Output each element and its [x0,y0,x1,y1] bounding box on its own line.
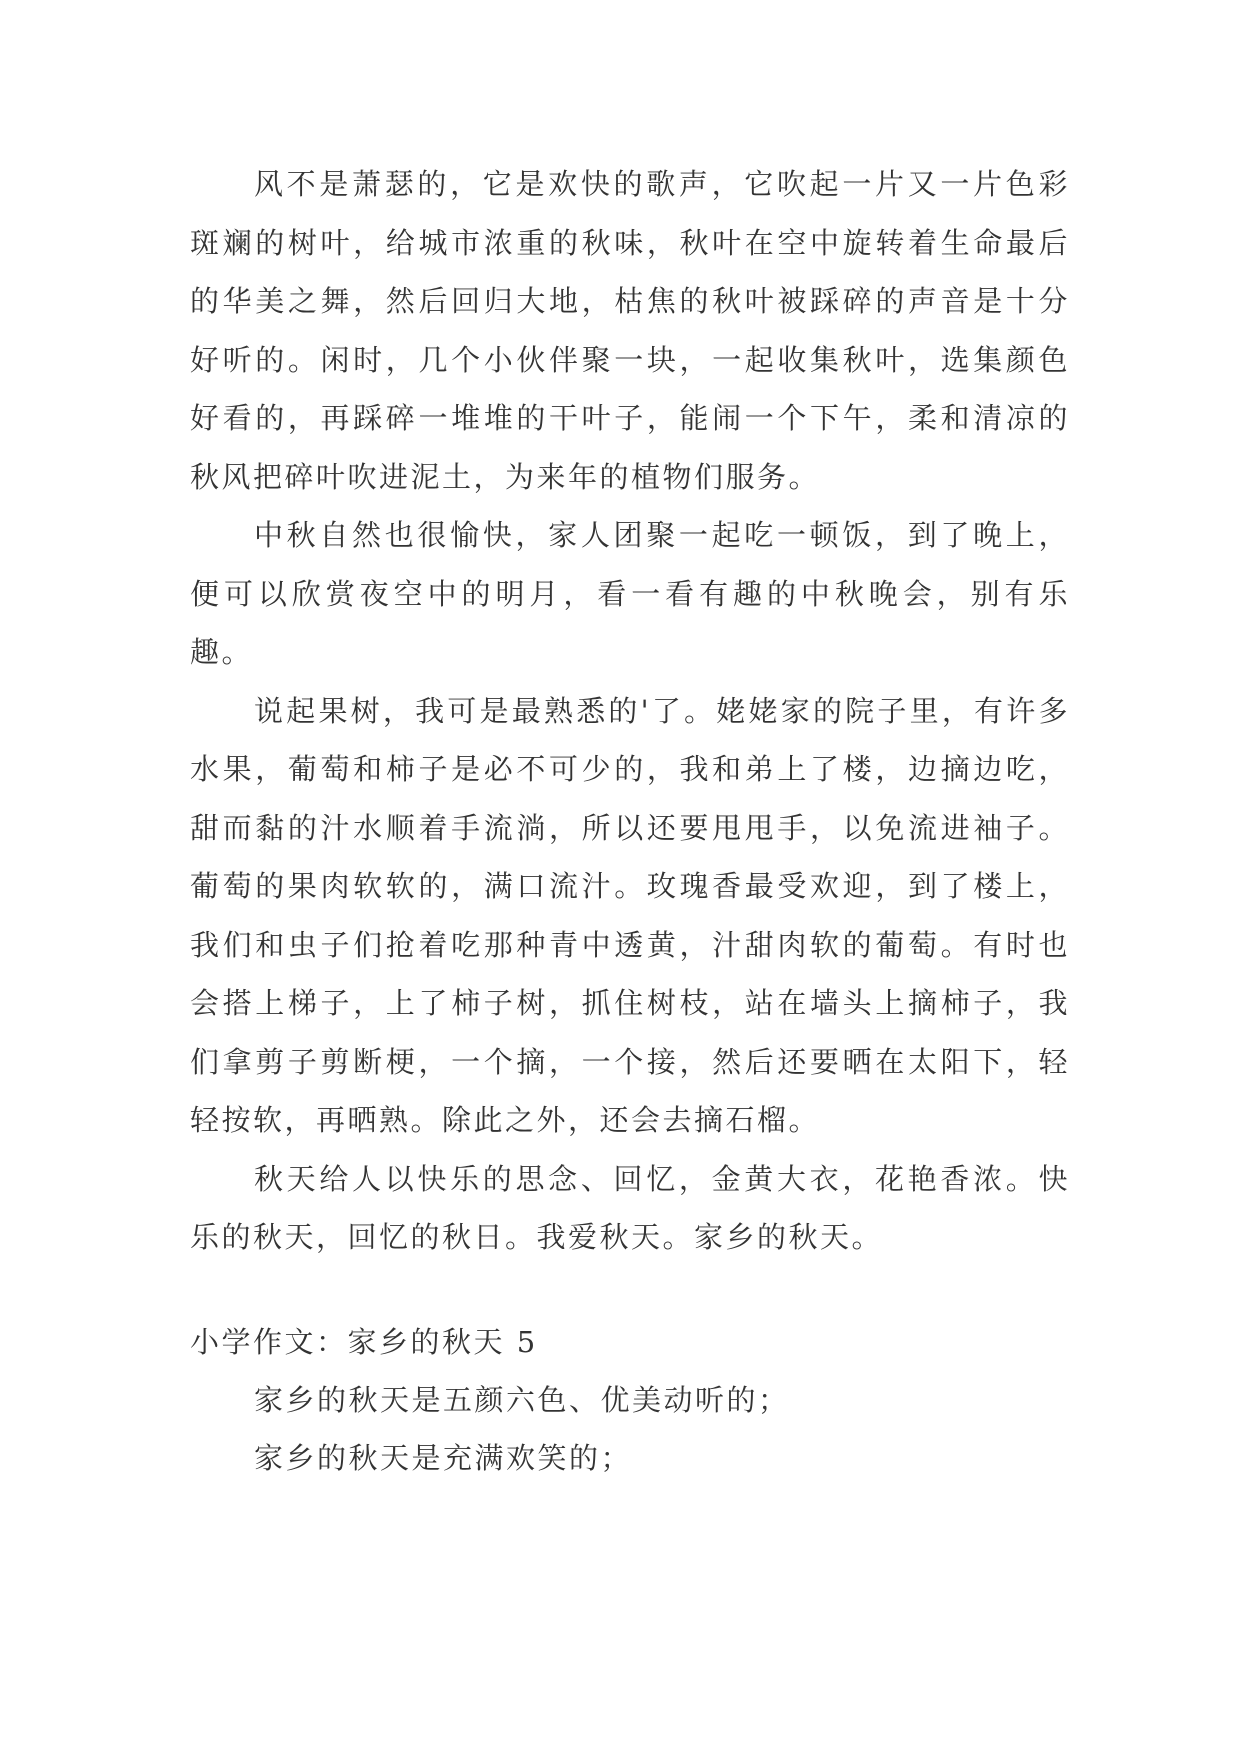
paragraph-conclusion: 秋天给人以快乐的思念、回忆，金黄大衣，花艳香浓。快乐的秋天，回忆的秋日。我爱秋天。家乡的秋天。 [190,1161,1070,1254]
paragraph-autumn-wind: 风不是萧瑟的，它是欢快的歌声，它吹起一片又一片色彩斑斓的树叶，给城市浓重的秋味，秋叶在空中旋转着生命最后的华美之舞，然后回归大地，枯焦的秋叶被踩碎的声音是十分好听的。闲时，几个小伙伴聚一块，一起收集秋叶，选集颜色好看的，再踩碎一堆堆的干叶子，能闹一个下午，柔和清凉的秋风把碎叶吹进泥土，为来年的植物们服务。 [190,167,1070,494]
document-body [190,155,1070,1487]
section-line: 家乡的秋天是五颜六色、优美动听的； [254,1383,790,1417]
paragraph-mid-autumn: 中秋自然也很愉快，家人团聚一起吃一顿饭，到了晚上，便可以欣赏夜空中的明月，看一看有趣的中秋晚会，别有乐趣。 [190,518,1070,669]
section-heading: 小学作文：家乡的秋天 5 [190,1324,538,1359]
section-line: 家乡的秋天是充满欢笑的； [254,1441,633,1475]
paragraph-fruit-trees: 说起果树，我可是最熟悉的'了。姥姥家的院子里，有许多水果，葡萄和柿子是必不可少的，我和弟上了楼，边摘边吃，甜而黏的汁水顺着手流淌，所以还要甩甩手，以免流进袖子。葡萄的果肉软软的，满口流汁。玫瑰香最受欢迎，到了楼上，我们和虫子们抢着吃那种青中透黄，汁甜肉软的葡萄。有时也会搭上梯子，上了柿子树，抓住树枝，站在墙头上摘柿子，我们拿剪子剪断梗，一个摘，一个接，然后还要晒在太阳下，轻轻按软，再晒熟。除此之外，还会去摘石榴。 [190,693,1070,1137]
